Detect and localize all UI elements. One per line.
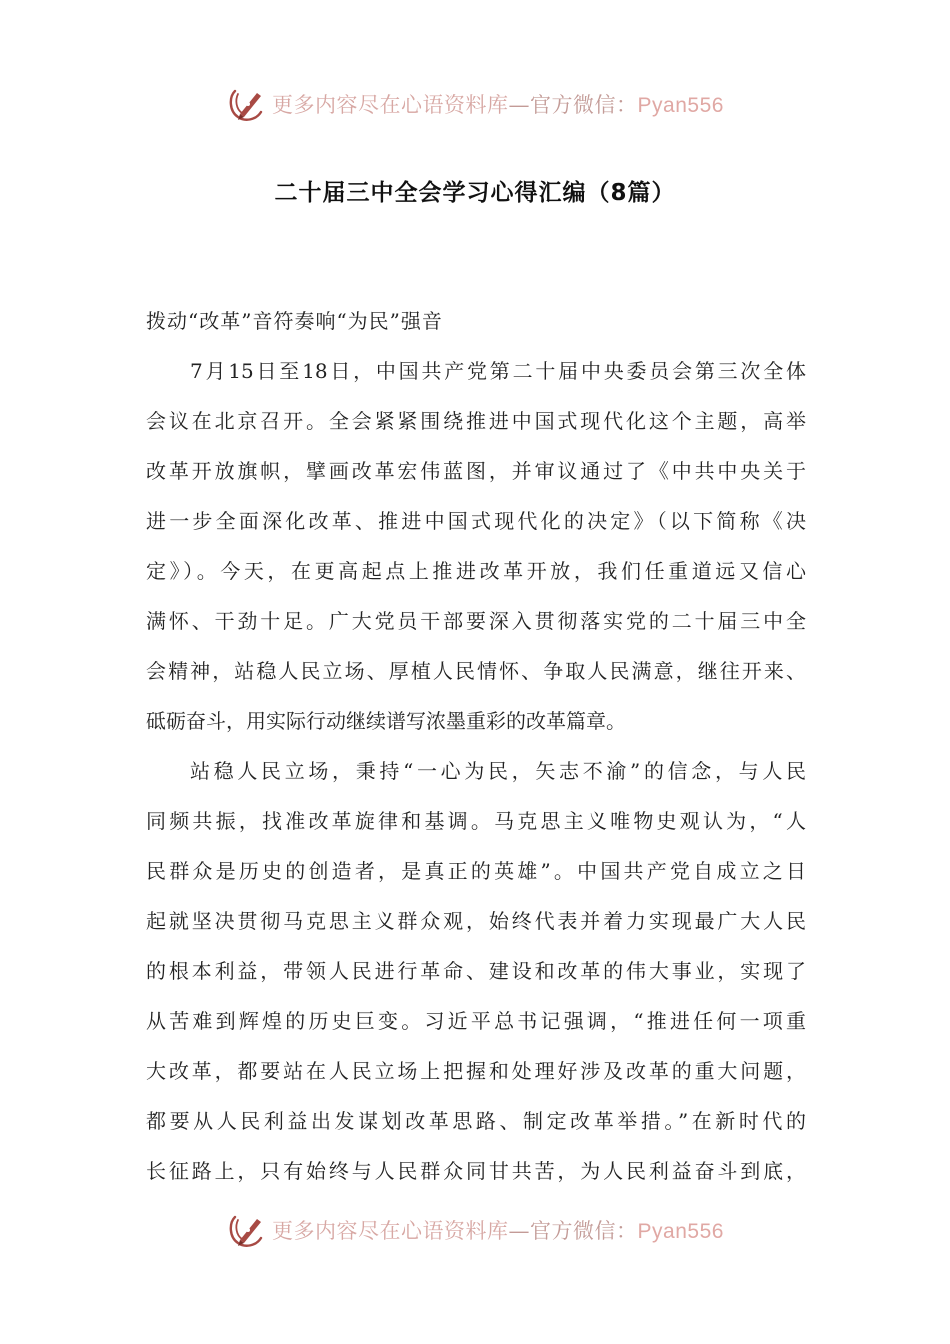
banner-text: 更多内容尽在心语资料库—官方微信：Pyan556	[272, 1219, 724, 1243]
header-banner	[0, 84, 950, 124]
text-line: 定》）。今天，在更高起点上推进改革开放，我们任重道远又信心	[146, 559, 806, 583]
text-line: 满怀、干劲十足。广大党员干部要深入贯彻落实党的二十届三中全	[146, 609, 806, 633]
paragraph	[146, 346, 806, 746]
text-line: 长征路上，只有始终与人民群众同甘共苦，为人民利益奋斗到底，	[146, 1159, 806, 1183]
paragraph	[146, 746, 806, 1196]
text-line: 民群众是历史的创造者，是真正的英雄”。中国共产党自成立之日	[146, 859, 806, 883]
text-line: 砥砺奋斗，用实际行动继续谱写浓墨重彩的改革篇章。	[146, 709, 626, 733]
text-line: 起就坚决贯彻马克思主义群众观，始终代表并着力实现最广大人民	[146, 909, 806, 933]
document-body	[146, 296, 806, 1196]
footer-banner	[0, 1210, 950, 1250]
pen-logo-icon	[226, 1210, 266, 1250]
text-line: 都要从人民利益出发谋划改革思路、制定改革举措。”在新时代的	[146, 1109, 806, 1133]
document-title: 二十届三中全会学习心得汇编（8篇）	[274, 180, 676, 206]
banner-text: 更多内容尽在心语资料库—官方微信：Pyan556	[272, 93, 724, 117]
text-line: 会议在北京召开。全会紧紧围绕推进中国式现代化这个主题，高举	[146, 409, 806, 433]
text-line: 会精神，站稳人民立场、厚植人民情怀、争取人民满意，继往开来、	[146, 659, 806, 683]
text-line: 改革开放旗帜，擘画改革宏伟蓝图，并审议通过了《中共中央关于	[146, 459, 806, 483]
text-line: 的根本利益，带领人民进行革命、建设和改革的伟大事业，实现了	[146, 959, 806, 983]
article-subtitle: 拨动“改革”音符奏响“为民”强音	[146, 309, 443, 333]
text-line: 7月15日至18日，中国共产党第二十届中央委员会第三次全体	[190, 359, 806, 383]
text-line: 从苦难到辉煌的历史巨变。习近平总书记强调，“推进任何一项重	[146, 1009, 806, 1033]
text-line: 大改革，都要站在人民立场上把握和处理好涉及改革的重大问题，	[146, 1059, 806, 1083]
text-line: 站稳人民立场，秉持“一心为民，矢志不渝”的信念，与人民	[190, 759, 806, 783]
text-line: 进一步全面深化改革、推进中国式现代化的决定》（以下简称《决	[146, 509, 806, 533]
text-line: 同频共振，找准改革旋律和基调。马克思主义唯物史观认为，“人	[146, 809, 806, 833]
pen-logo-icon	[226, 84, 266, 124]
